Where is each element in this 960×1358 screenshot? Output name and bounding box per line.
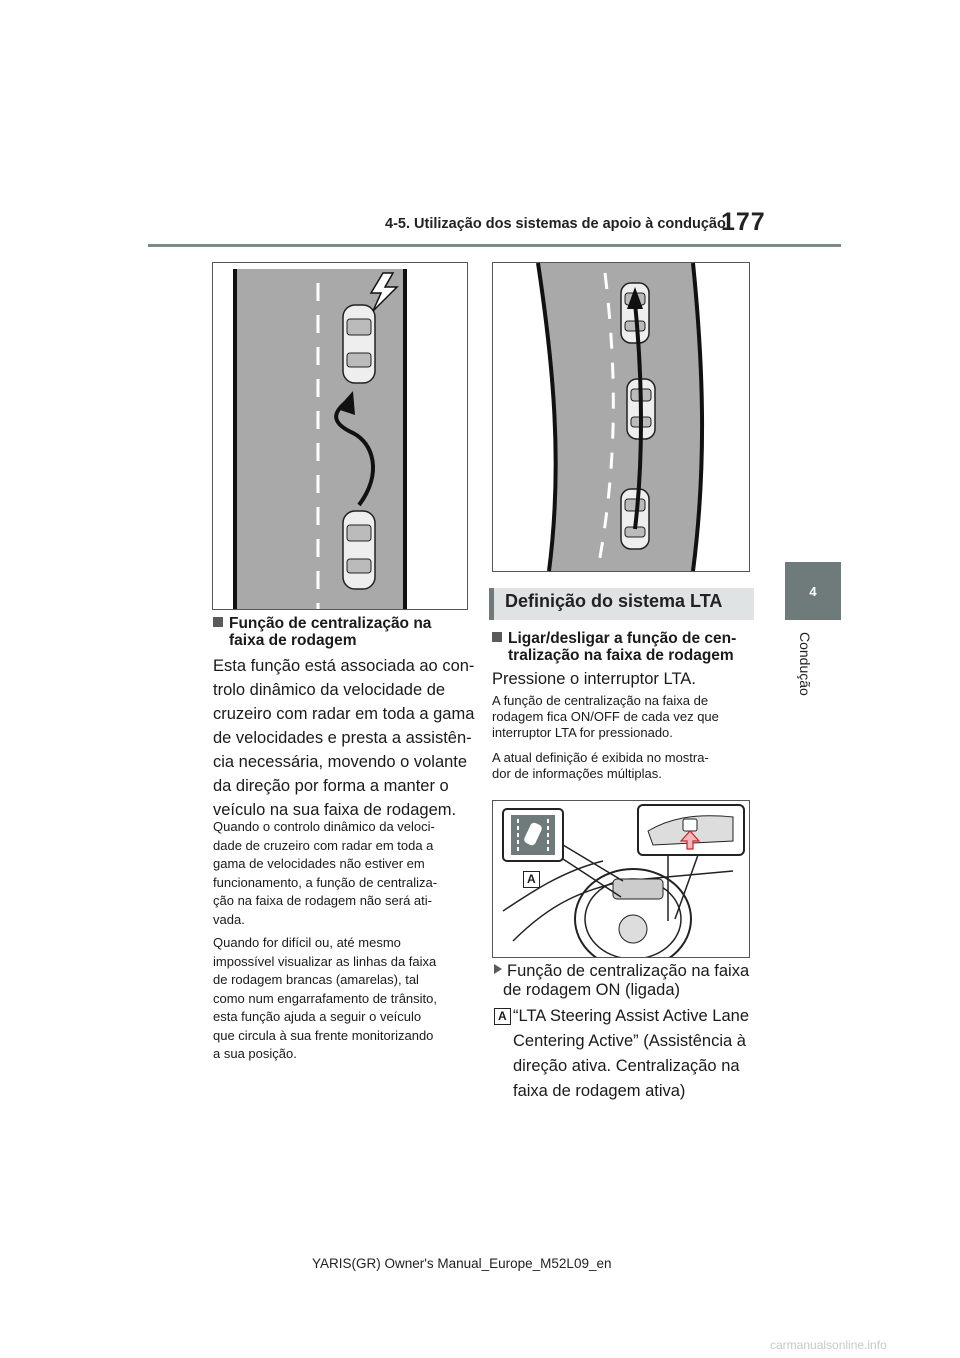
- callout-text: “LTA Steering Assist Active Lane Centering Active” (Assistência à direção ativa. Centralização na faixa de rodagem ativa): [513, 1007, 750, 1100]
- header-divider: [148, 244, 841, 247]
- lta-toggle-heading: Ligar/desligar a função de cen- tralização na faixa de rodagem: [492, 630, 752, 664]
- lane-centering-figure: [492, 262, 750, 572]
- watermark: carmanualsonline.info: [770, 1338, 887, 1352]
- lta-switch-figure: [492, 800, 750, 958]
- lane-centering-heading: Função de centralização na faixa de rodagem: [213, 615, 473, 649]
- lane-centering-description: Esta função está associada ao con- trolo dinâmico da velocidade de cruzeiro com radar em toda a gama de velocidades e presta a assistên- cia necessária, movendo o volante da direção por forma a manter o veículo na sua faixa de rodagem.: [213, 657, 475, 819]
- page-number: 177: [721, 208, 766, 236]
- lta-on-item: Função de centralização na faixa de rodagem ON (ligada): [494, 962, 754, 1000]
- note-lane-lines: Quando for difícil ou, até mesmo impossível visualizar as linhas da faixa de rodagem brancas (amarelas), tal como num engarrafamento de trânsito, esta função ajuda a seguir o veículo que circula à sua frente monitorizando a sua posição.: [213, 935, 438, 1061]
- section-header: 4-5. Utilização dos sistemas de apoio à condução: [385, 216, 726, 232]
- note-lta-switch: A função de centralização na faixa de rodagem fica ON/OFF de cada vez que interruptor LTA for pressionado.: [492, 693, 719, 740]
- page-footer: YARIS(GR) Owner's Manual_Europe_M52L09_en: [312, 1256, 612, 1271]
- chapter-label: Condução: [797, 632, 813, 696]
- figure-callout-a: A: [523, 871, 540, 888]
- callout-label-a: A: [494, 1008, 511, 1025]
- chapter-tab: 4: [785, 562, 841, 620]
- square-bullet-icon: [213, 617, 223, 627]
- lane-centering-curve-illustration-icon: [493, 263, 749, 571]
- note-radar-cruise: Quando o controlo dinâmico da veloci- dade de cruzeiro com radar em toda a gama de velocidades não estiver em funcionamento, a função de centraliza- ção na faixa de rodagem não será ati- vada.: [213, 819, 438, 927]
- lane-change-swerve-illustration-icon: [213, 263, 467, 609]
- note-current-setting: A atual definição é exibida no mostra- dor de informações múltiplas.: [492, 750, 709, 781]
- lta-toggle-instruction: Pressione o interruptor LTA.: [492, 670, 696, 688]
- triangle-bullet-icon: [494, 964, 502, 974]
- square-bullet-icon: [492, 632, 502, 642]
- lane-change-figure: [212, 262, 468, 610]
- section-title: Definição do sistema LTA: [505, 591, 723, 611]
